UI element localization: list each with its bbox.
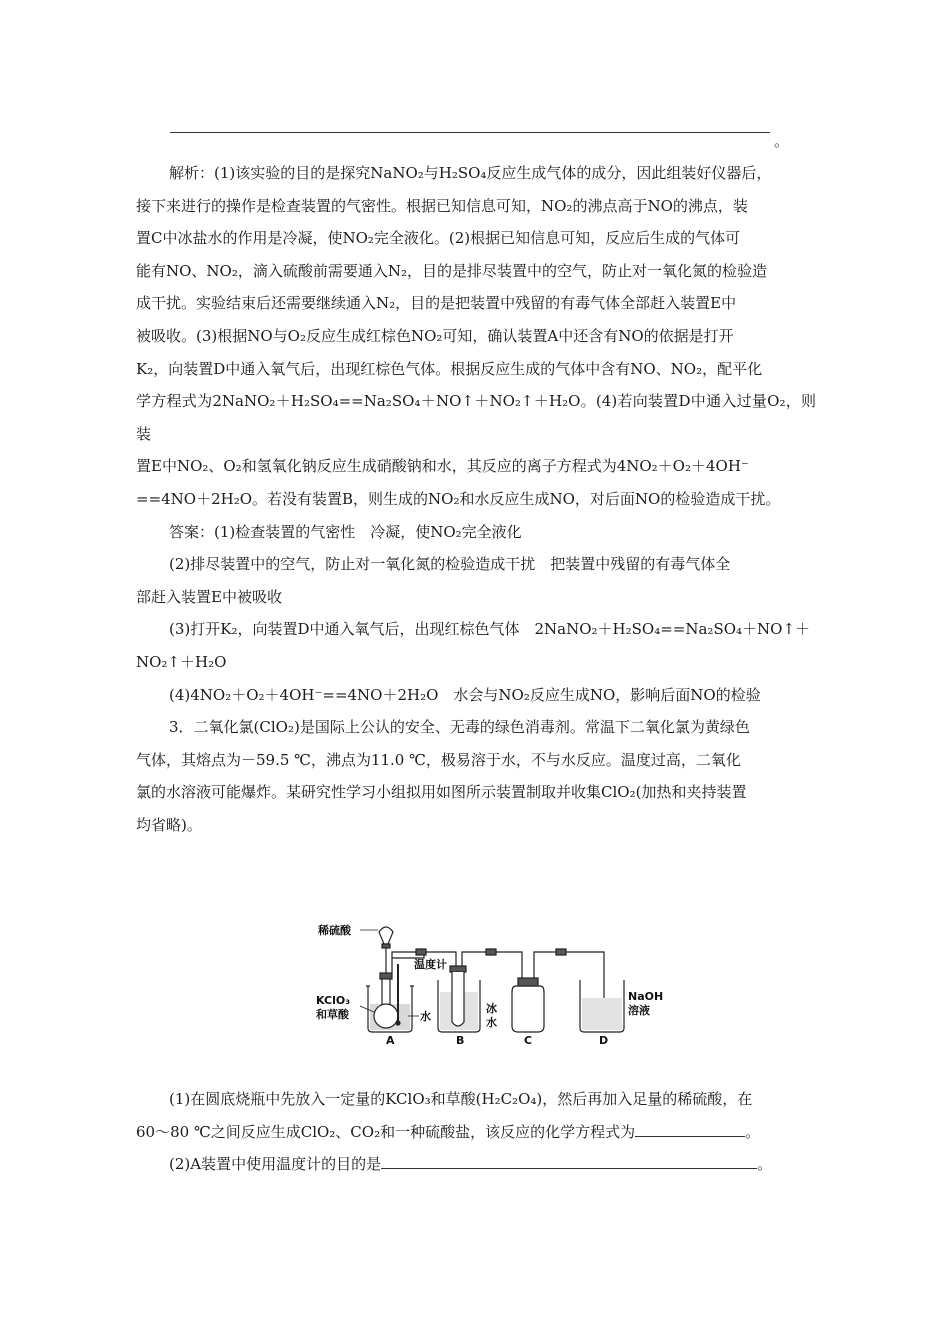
sub1-line2 xyxy=(136,1116,816,1149)
question3-line2: 气体，其熔点为－59.5 ℃，沸点为11.0 ℃，极易溶于水，不与水反应。温度过高，二氧化 xyxy=(136,750,741,769)
answer-blank-end: 。 xyxy=(774,132,790,150)
tube-b-c xyxy=(486,949,522,980)
sub1-line1: (1)在圆底烧瓶中先放入一定量的KClO₃和草酸(H₂C₂O₄)，然后再加入足量的稀硫酸，在 xyxy=(169,1090,753,1108)
sub2-text: (2)A装置中使用温度计的目的是 xyxy=(169,1155,382,1174)
analysis-line: 学方程式为2NaNO₂＋H₂SO₄==Na₂SO₄＋NO↑＋NO₂↑＋H₂O。(4)若向装置D中通入过量O₂，则装 xyxy=(136,392,816,443)
answer-blank-2[interactable] xyxy=(381,1154,757,1169)
answer-2-line1: (2)排尽装置中的空气，防止对一氧化氮的检验造成干扰 把装置中残留的有毒气体全 xyxy=(169,555,731,574)
answer-3-line1: (3)打开K₂，向装置D中通入氧气后，出现红棕色气体 2NaNO₂＋H₂SO₄==Na₂SO₄＋NO↑＋ xyxy=(169,620,811,639)
label-naoh: NaOH xyxy=(628,990,664,1003)
analysis-block xyxy=(136,157,816,841)
answer-2-line2: 部赶入装置E中被吸收 xyxy=(136,587,282,606)
apparatus-c xyxy=(512,952,570,1032)
analysis-line: 成干扰。实验结束后还需要继续通入N₂，目的是把装置中残留的有毒气体全部赶入装置E中 xyxy=(136,294,737,313)
analysis-line: 接下来进行的操作是检查装置的气密性。根据已知信息可知，NO₂的沸点高于NO的沸点，装 xyxy=(136,196,748,215)
label-kclo3: KClO₃ xyxy=(316,994,351,1007)
label-ice: 冰 xyxy=(486,1002,497,1015)
answer-4: (4)4NO₂＋O₂＋4OH⁻==4NO＋2H₂O 水会与NO₂反应生成NO，影响后面NO的检验 xyxy=(169,685,761,704)
answer-1: 答案：(1)检查装置的气密性 冷凝，使NO₂完全液化 xyxy=(169,522,522,541)
analysis-line: ==4NO＋2H₂O。若没有装置B，则生成的NO₂和水反应生成NO，对后面NO的检验造成干扰。 xyxy=(136,489,781,508)
analysis-line: 解析：(1)该实验的目的是探究NaNO₂与H₂SO₄反应生成气体的成分，因此组装好仪器后， xyxy=(169,164,772,182)
analysis-line: 置E中NO₂、O₂和氢氧化钠反应生成硝酸钠和水，其反应的离子方程式为4NO₂＋O₂＋4OH⁻ xyxy=(136,457,749,476)
label-d: D xyxy=(599,1034,609,1046)
question3-line1: 3．二氧化氯(ClO₂)是国际上公认的安全、无毒的绿色消毒剂。常温下二氧化氯为黄绿色 xyxy=(169,718,750,737)
apparatus-d xyxy=(580,980,624,1032)
answer-3-line2: NO₂↑＋H₂O xyxy=(136,652,227,671)
label-oxalic-acid: 和草酸 xyxy=(316,1008,349,1021)
label-a: A xyxy=(386,1034,395,1046)
label-solution: 溶液 xyxy=(628,1004,650,1017)
question3-line4: 均省略)。 xyxy=(136,815,202,834)
label-b: B xyxy=(456,1034,465,1046)
analysis-line: 能有NO、NO₂，滴入硫酸前需要通入N₂，目的是排尽装置中的空气，防止对一氧化氮的检验造 xyxy=(136,261,768,280)
apparatus-figure xyxy=(316,918,676,1046)
apparatus-diagram xyxy=(316,918,676,1046)
sub2-end: 。 xyxy=(757,1155,773,1174)
label-ice-water: 水 xyxy=(486,1016,497,1029)
sub2-line xyxy=(136,1148,816,1181)
sub1-line2-end: 。 xyxy=(745,1122,761,1141)
analysis-line: 被吸收。(3)根据NO与O₂反应生成红棕色NO₂可知，确认装置A中还含有NO的依据是打开 xyxy=(136,326,734,345)
analysis-line: 置C中冰盐水的作用是冷凝，使NO₂完全液化。(2)根据已知信息可知，反应后生成的气体可 xyxy=(136,229,741,248)
label-thermometer: 温度计 xyxy=(414,958,447,971)
label-c: C xyxy=(524,1034,533,1046)
question3-line3: 氯的水溶液可能爆炸。某研究性学习小组拟用如图所示装置制取并收集ClO₂(加热和夹持装置 xyxy=(136,783,747,802)
subquestions-block xyxy=(136,1083,816,1181)
answer-blank-1[interactable] xyxy=(635,1122,745,1137)
label-water: 水 xyxy=(420,1010,431,1023)
answer-blank-line xyxy=(170,132,770,133)
label-dilute-sulfuric-acid: 稀硫酸 xyxy=(318,924,351,937)
sub1-line2-text: 60～80 ℃之间反应生成ClO₂、CO₂和一种硫酸盐，该反应的化学方程式为 xyxy=(136,1122,636,1141)
analysis-line: K₂，向装置D中通入氧气后，出现红棕色气体。根据反应生成的气体中含有NO、NO₂，配平化 xyxy=(136,359,763,378)
